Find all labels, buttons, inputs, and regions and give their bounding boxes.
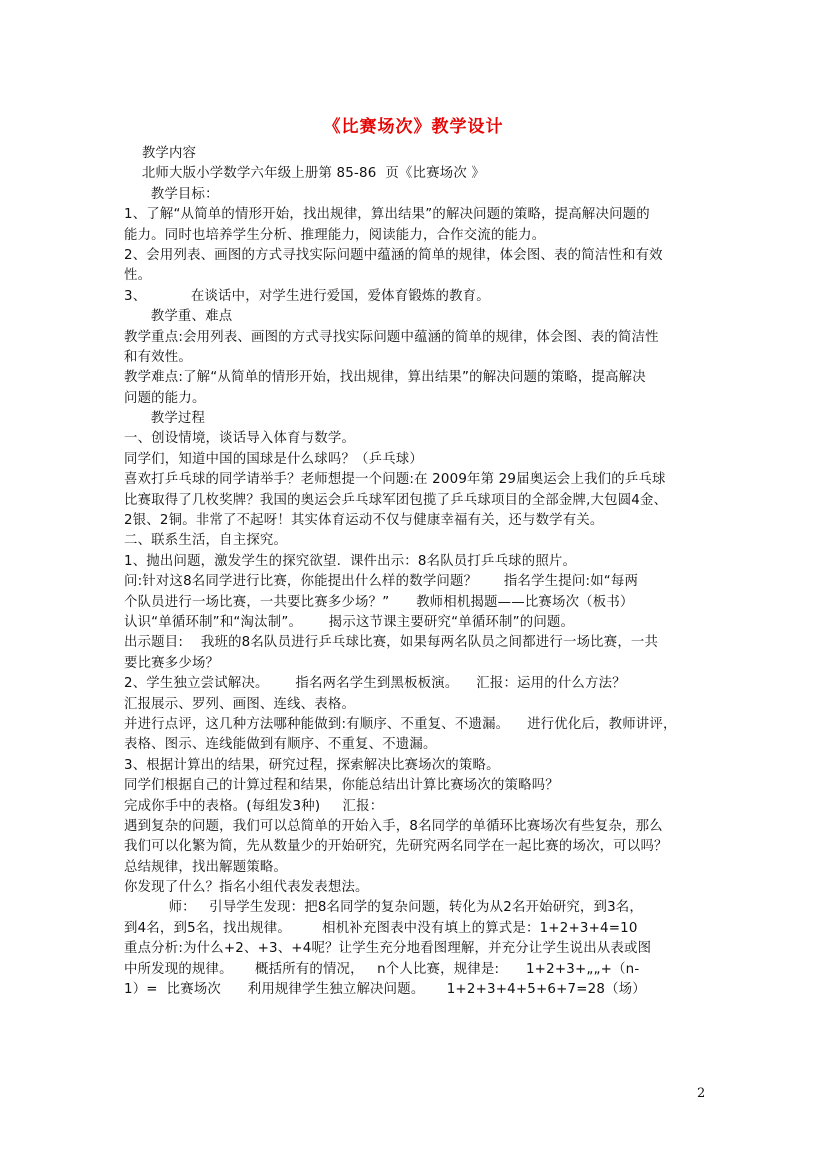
text-line: 2银、2铜。非常了不起呀！其实体育运动不仅与健康幸福有关，还与数学有关。 [124, 513, 604, 529]
text-line: 3、根据计算出的结果，研究过程，探索解决比赛场次的策略。 [124, 757, 500, 773]
text-line: 教学重点:会用列表、画图的方式寻找实际问题中蕴涵的简单的规律，体会图、表的简洁性 [124, 329, 659, 345]
text-line: 教学重、难点 [124, 309, 233, 325]
text-line: 认识“单循环制”和“淘汰制”。 揭示这节课主要研究“单循环制”的问题。 [124, 614, 575, 630]
text-line: 教学目标： [124, 186, 219, 202]
text-line: 一、创设情境，谈话导入体育与数学。 [124, 431, 356, 447]
text-line: 比赛取得了几枚奖牌？我国的奥运会乒乓球军团包揽了乒乓球项目的全部金牌,大包圆4金、 [124, 492, 668, 508]
text-line: 2、会用列表、画图的方式寻找实际问题中蕴涵的简单的规律，体会图、表的简洁性和有效 [124, 247, 663, 263]
text-line: 北师大版小学数学六年级上册第 85-86 页《比赛场次 》 [124, 166, 485, 182]
text-line: 汇报展示、罗列、画图、连线、表格。 [124, 696, 356, 712]
text-line: 问:针对这8名同学进行比赛，你能提出什么样的数学问题？ 指名学生提问:如“每两 [124, 574, 639, 590]
text-line: 到4名，到5名，找出规律。 相机补充图表中没有填上的算式是：1+2+3+4=10 [124, 920, 638, 936]
text-line: 3、 在谈话中，对学生进行爱国，爱体育锻炼的教育。 [124, 288, 490, 304]
text-line: 性。 [124, 268, 152, 284]
text-line: 并进行点评，这几种方法哪种能做到:有顺序、不重复、不遗漏。 进行优化后，教师讲评， [124, 716, 677, 732]
text-line: 重点分析:为什么+2、+3、+4呢？让学生充分地看图理解，并充分让学生说出从表或图 [124, 941, 652, 957]
document-body [124, 144, 709, 1000]
text-line: 表格、图示、连线能做到有顺序、不重复、不遗漏。 [124, 737, 437, 753]
text-line: 能力。同时也培养学生分析、推理能力，阅读能力，合作交流的能力。 [124, 227, 546, 243]
text-line: 师： 引导学生发现：把8名同学的复杂问题，转化为从2名开始研究，到3名， [124, 900, 643, 916]
text-line: 1、抛出问题，激发学生的探究欲望. 课件出示：8名队员打乒乓球的照片。 [124, 553, 577, 569]
text-line: 同学们根据自己的计算过程和结果，你能总结出计算比赛场次的策略吗？ [124, 778, 559, 794]
text-line: 1）= 比赛场次 利用规律学生独立解决问题。 1+2+3+4+5+6+7=28（场） [124, 982, 646, 998]
text-line: 我们可以化繁为简，先从数量少的开始研究，先研究两名同学在一起比赛的场次，可以吗？ [124, 839, 668, 855]
text-line: 喜欢打乒乓球的同学请举手？老师想提一个问题:在 2009年第 29届奥运会上我们的乒乓球 [124, 472, 666, 488]
text-line: 和有效性。 [124, 349, 192, 365]
text-line: 出示题目: 我班的8名队员进行乒乓球比赛，如果每两名队员之间都进行一场比赛，一共 [124, 635, 659, 651]
text-line: 同学们，知道中国的国球是什么球吗？（乒乓球） [124, 451, 423, 467]
text-line: 二、联系生活，自主探究。 [124, 533, 288, 549]
text-line: 遇到复杂的问题，我们可以总简单的开始入手，8名同学的单循环比赛场次有些复杂，那么 [124, 818, 663, 834]
text-line: 完成你手中的表格。(每组发3种) 汇报： [124, 798, 384, 814]
text-line: 教学内容 [124, 146, 197, 161]
text-line: 你发现了什么？指名小组代表发表想法。 [124, 880, 369, 896]
text-line: 2、学生独立尝试解决。 指名两名学生到黑板板演。 汇报：运用的什么方法？ [124, 676, 626, 692]
document-title: 《比赛场次》教学设计 [323, 117, 504, 137]
text-line: 问题的能力。 [124, 390, 206, 406]
text-line: 要比赛多少场？ [124, 655, 220, 671]
text-line: 1、了解“从简单的情形开始，找出规律，算出结果”的解决问题的策略，提高解决问题的 [124, 207, 650, 223]
text-line: 总结规律，找出解题策略。 [124, 859, 288, 875]
page-number: 2 [697, 1086, 706, 1101]
text-line: 中所发现的规律。 概括所有的情况， n个人比赛，规律是: 1+2+3+„„+（n- [124, 961, 640, 977]
text-line: 个队员进行一场比赛，一共要比赛多少场？” 教师相机揭题——比赛场次（板书） [124, 594, 634, 610]
text-line: 教学过程 [124, 411, 206, 427]
text-line: 教学难点:了解“从简单的情形开始，找出规律，算出结果”的解决问题的策略，提高解决 [124, 370, 646, 386]
